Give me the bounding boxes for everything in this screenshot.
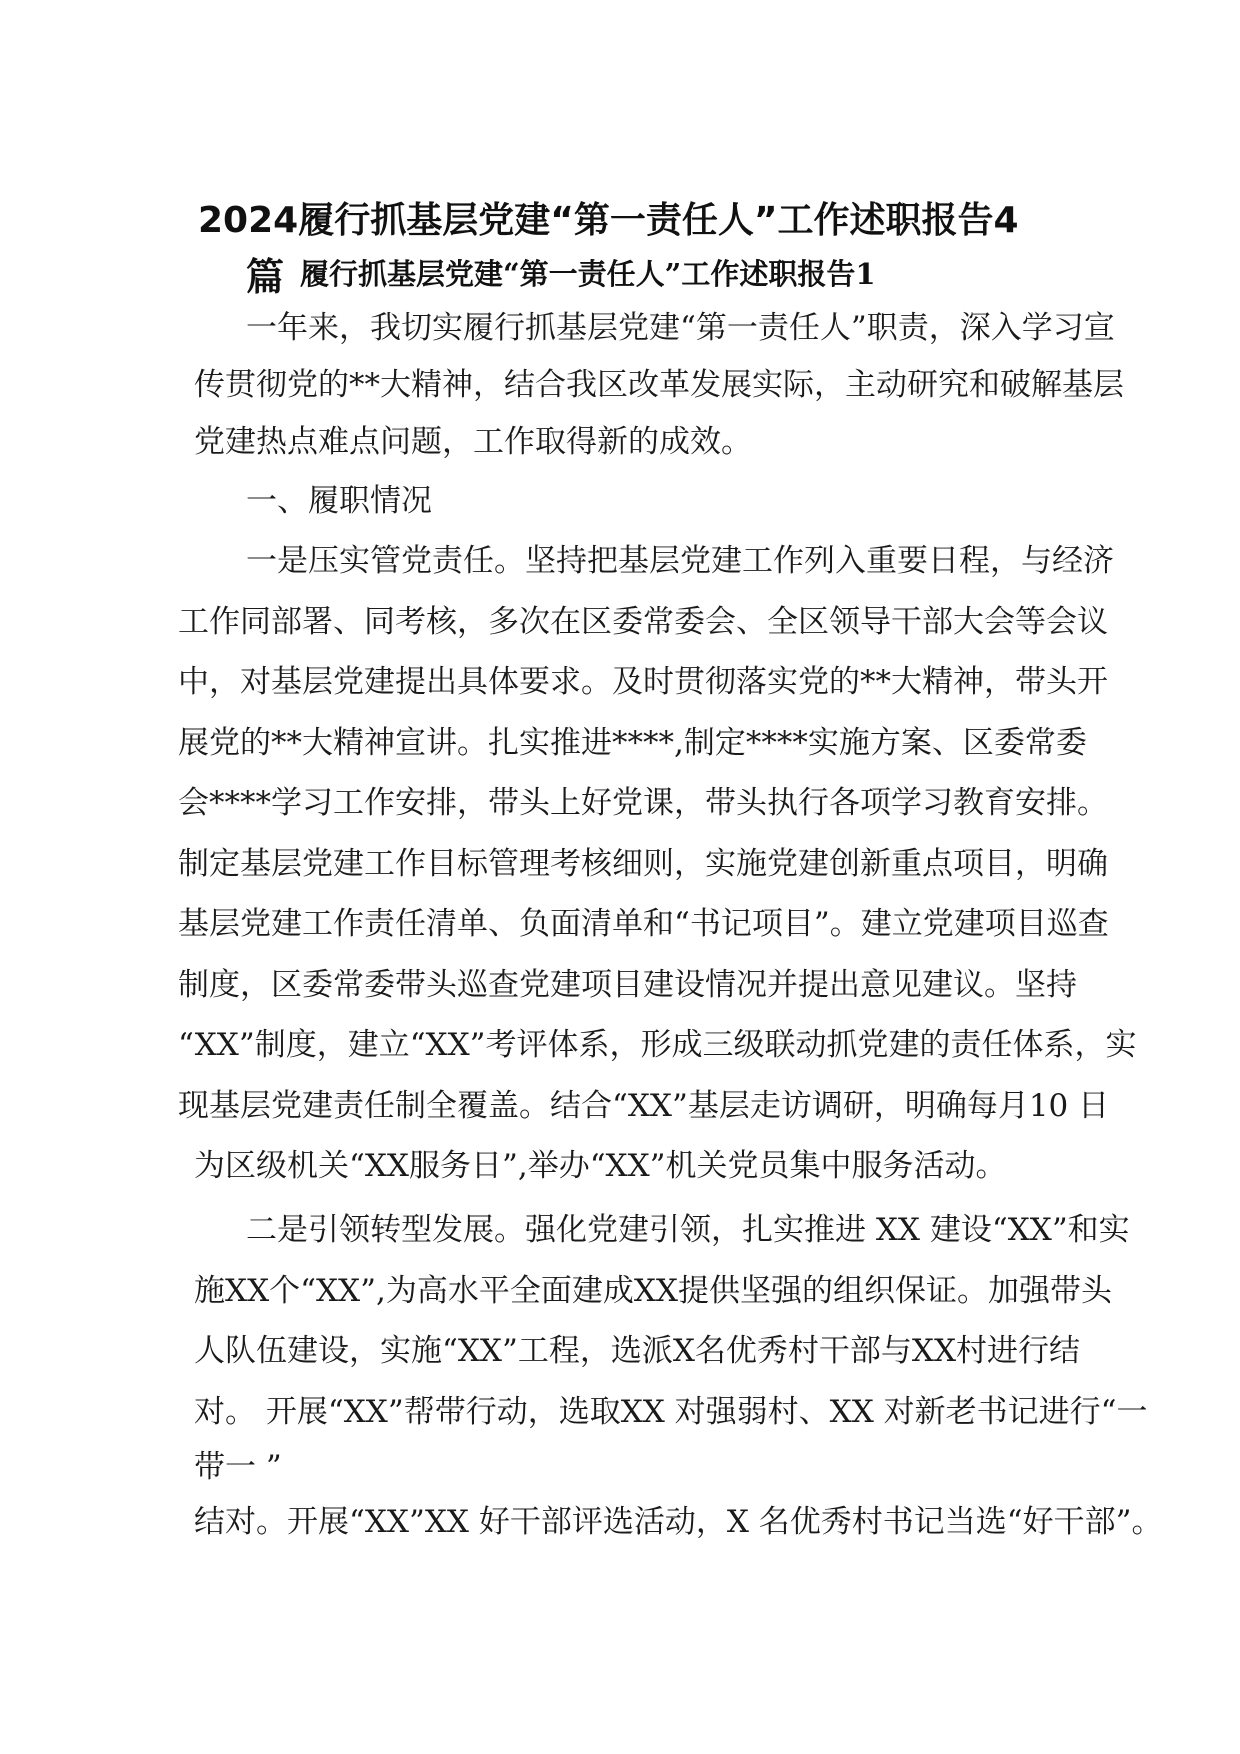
paragraph-line: 结对。开展“XX”XX 好干部评选活动，X 名优秀村书记当选“好干部”。 [194, 1504, 1163, 1540]
paragraph-line: 施XX个“XX”,为高水平全面建成XX提供坚强的组织保证。加强带头 [194, 1273, 1112, 1309]
paragraph-line: 人队伍建设，实施“XX”工程，选派X名优秀村干部与XX村进行结 [194, 1333, 1081, 1369]
paragraph-line: 一是压实管党责任。坚持把基层党建工作列入重要日程，与经济 [246, 543, 1114, 579]
paragraph-line: 工作同部署、同考核，多次在区委常委会、全区领导干部大会等会议 [178, 604, 1108, 640]
paragraph-line: 基层党建工作责任清单、负面清单和“书记项目”。建立党建项目巡查 [178, 906, 1109, 942]
document-title-line2-prefix: 篇 [246, 255, 285, 299]
paragraph-line: 带一 ” [194, 1449, 282, 1485]
paragraph-line: 现基层党建责任制全覆盖。结合“XX”基层走访调研，明确每月10 日 [178, 1088, 1110, 1124]
paragraph-line: 中，对基层党建提出具体要求。及时贯彻落实党的**大精神，带头开 [178, 664, 1108, 700]
paragraph-line: 为区级机关“XX服务日”,举办“XX”机关党员集中服务活动。 [194, 1148, 1007, 1184]
paragraph-line: 展党的**大精神宣讲。扎实推进****,制定****实施方案、区委常委 [178, 725, 1087, 761]
paragraph-line: 传贯彻党的**大精神，结合我区改革发展实际，主动研究和破解基层 [194, 367, 1124, 403]
paragraph-line: 制度，区委常委带头巡查党建项目建设情况并提出意见建议。坚持 [178, 967, 1077, 1003]
paragraph-line: 对。 开展“XX”帮带行动，选取XX 对强弱村、XX 对新老书记进行“一 [194, 1394, 1148, 1430]
paragraph-line: “XX”制度，建立“XX”考评体系，形成三级联动抓党建的责任体系，实 [178, 1027, 1137, 1063]
paragraph-line: 制定基层党建工作目标管理考核细则，实施党建创新重点项目，明确 [178, 846, 1108, 882]
document-title-line1: 2024履行抓基层党建“第一责任人”工作述职报告4 [198, 200, 1019, 241]
section-heading: 一、履职情况 [246, 483, 432, 519]
paragraph-line: 二是引领转型发展。强化党建引领，扎实推进 XX 建设“XX”和实 [246, 1212, 1130, 1248]
paragraph-line: 一年来，我切实履行抓基层党建“第一责任人”职责，深入学习宣 [246, 310, 1115, 346]
paragraph-line: 党建热点难点问题，工作取得新的成效。 [194, 424, 752, 460]
paragraph-line: 会****学习工作安排，带头上好党课，带头执行各项学习教育安排。 [178, 785, 1108, 821]
document-subtitle: 履行抓基层党建“第一责任人”工作述职报告1 [300, 257, 876, 291]
